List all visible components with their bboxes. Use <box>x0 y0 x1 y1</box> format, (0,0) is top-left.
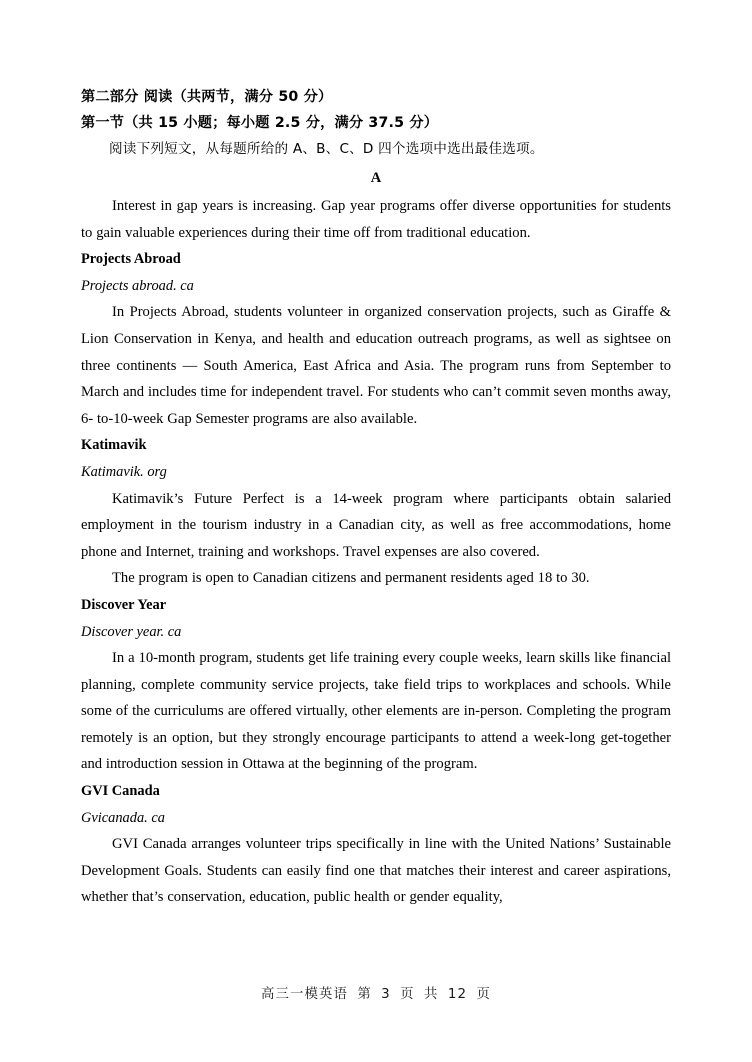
section-heading: 第一节（共 15 小题；每小题 2.5 分，满分 37.5 分） <box>81 115 439 131</box>
passage-intro-paragraph: Interest in gap years is increasing. Gap year programs offer diverse opportunities for students to gain valuable experiences during their time off from traditional education. <box>81 198 671 241</box>
footer-exam-name: 高三一模英语 <box>261 987 348 1002</box>
program-website-gvi-canada: Gvicanada. ca <box>81 809 165 826</box>
reading-instruction: 阅读下列短文，从每题所给的 A、B、C、D 四个选项中选出最佳选项。 <box>109 141 544 157</box>
program-title-gvi-canada: GVI Canada <box>81 783 160 800</box>
footer-page-unit-2: 页 <box>476 987 491 1002</box>
passage-letter: A <box>370 170 382 186</box>
part-heading: 第二部分 阅读（共两节，满分 50 分） <box>81 89 333 105</box>
footer-page-label: 第 <box>357 987 372 1002</box>
program-title-projects-abroad: Projects Abroad <box>81 251 181 268</box>
program-title-discover-year: Discover Year <box>81 596 167 613</box>
program-paragraph-katimavik-1: Katimavik’s Future Perfect is a 14-week program where participants obtain salaried employment in the tourism industry in a Canadian city, as well as free accommodations, home phone and Internet, training and workshops. Travel expenses are also covered. <box>81 490 671 560</box>
program-paragraph-gvi-canada-1: GVI Canada arranges volunteer trips specifically in line with the United Nations’ Sustainable Development Goals. Students can easily find one that matches their interest and career aspirations, whether that’s conservation, education, public health or gender equality, <box>81 836 671 906</box>
page-footer <box>0 983 752 1002</box>
footer-page-number: 3 <box>381 987 391 1002</box>
program-paragraph-discover-year-1: In a 10-month program, students get life training every couple weeks, learn skills like financial planning, complete community service projects, take field trips to workplaces and schools. While some of the curriculums are offered virtually, other elements are in-person. Completing the program remotely is an option, but they strongly encourage participants to attend a week-long get-together and introduction session in Ottawa at the beginning of the program. <box>81 650 671 773</box>
program-website-katimavik: Katimavik. org <box>81 463 167 480</box>
program-paragraph-katimavik-2: The program is open to Canadian citizens and permanent residents aged 18 to 30. <box>112 570 590 587</box>
page-content <box>81 84 671 911</box>
footer-page-unit-1: 页 <box>400 987 415 1002</box>
program-website-projects-abroad: Projects abroad. ca <box>81 277 194 294</box>
footer-total-pages: 12 <box>447 987 468 1002</box>
program-title-katimavik: Katimavik <box>81 437 147 454</box>
program-paragraph-projects-abroad-1: In Projects Abroad, students volunteer in organized conservation projects, such as Giraffe & Lion Conservation in Kenya, and health and education outreach programs, as well as sightsee on three continents — South America, East Africa and Asia. The program runs from September to March and includes time for independent travel. For students who can’t commit seven months away, 6- to-10-week Gap Semester programs are also available. <box>81 304 671 427</box>
footer-of-label: 共 <box>424 987 439 1002</box>
program-website-discover-year: Discover year. ca <box>81 623 182 640</box>
